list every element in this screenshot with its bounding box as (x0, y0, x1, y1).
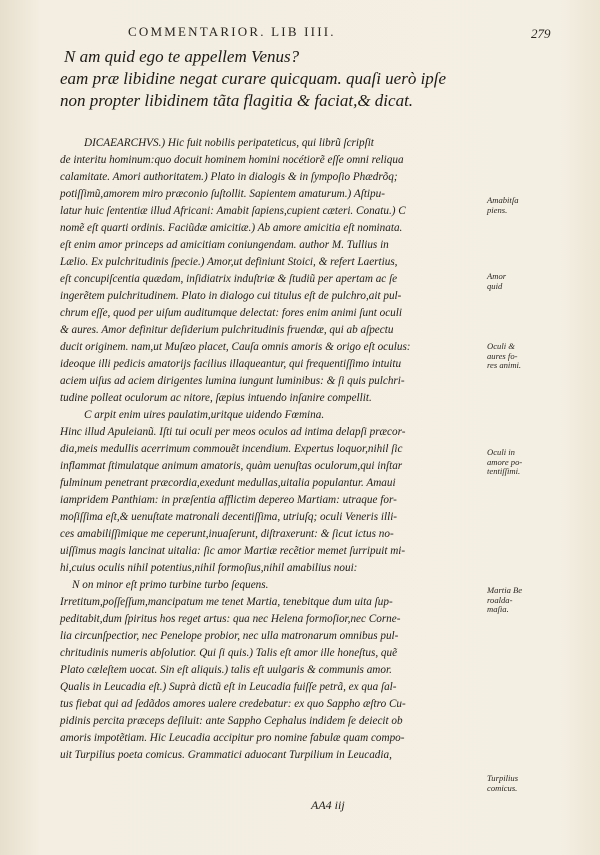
text-line: Plato cæleſtem uocat. Sin eſt aliquis.) talis eſt uulgaris & communis amor. (60, 664, 392, 676)
text-line: lia circunſpectior, nec Penelope probior, nec ulla matronarum omnibus pul- (60, 630, 399, 642)
verse-quote-line: C arpit enim uires paulatim,uritque uidendo Fœmina. (84, 409, 325, 421)
signature-mark: AA4 iij (311, 798, 345, 812)
text-line: uiſſimus magis lancinat uitalia: ſic amor Martiæ recẽtior memet ſurripuit mi- (60, 545, 406, 557)
text-line: Lælio. Ex pulchritudinis ſpecie.) Amor,ut definiunt Stoici, & refert Laertius, (60, 256, 398, 268)
margin-note: Turpilius comicus. (487, 773, 519, 793)
text-line: & aures. Amor definitur deſiderium pulchritudinis fruendæ, qui ab aſpectu (60, 324, 394, 336)
text-line: ducit originem. nam,ut Muſæo placet, Cauſa omnis amoris & origo eſt oculus: (60, 341, 411, 353)
text-line: chritudinis numeris abſolutior. Qui ſi quis.) Talis eſt amor ille honeſtus, quẽ (60, 647, 398, 659)
text-line: ideoque illi pedicis amatorijs facilius illaqueantur, qui frequentiſſimo intuitu (60, 358, 402, 370)
commentary-text (60, 135, 475, 764)
margin-note: Martia Be roalda- maſia. (487, 585, 523, 614)
text-line: de interitu hominum:quo docuit hominem homini nocétiorẽ eſſe omni reliqua (60, 154, 404, 166)
text-line: latur huic ſententiæ illud Africani: Amabit ſapiens,cupient cæteri. Conatu.) C (60, 205, 406, 217)
text-line: peditabit,dum ſpiritus hos reget artus: qua nec Helena formoſior,nec Corne- (60, 613, 401, 625)
text-line: ces amabiliſſimique me ceperunt,inuaſerunt, diſtraxerunt: & ſicut ictus no- (60, 528, 394, 540)
text-line: iampridem Panthiam: in præſentia afflictim depereo Martiam: utraque for- (60, 494, 397, 506)
lemma-line: eam præ libidine negat curare quicquam. quaſi uerò ipſe (60, 69, 447, 88)
text-line: Hinc illud Apuleianũ. Iſti tui oculi per meos oculos ad intima delapſi præcor- (60, 426, 406, 438)
text-line: ingerẽtem pulchritudinem. Plato in dialogo cui titulus eſt de pulchro,ait pul- (60, 290, 402, 302)
text-line: aciem uiſus ad aciem dirigentes lumina iungunt luminibus: & ſi quis pulchri- (60, 375, 405, 387)
page-number: 279 (531, 26, 551, 41)
text-line: moſiſſima eſt,& uenuſtate matronali decentiſſima, utriuſq; oculi Veneris illi- (60, 511, 398, 523)
margin-note: Oculi in amore po- tentiſſimi. (487, 447, 523, 476)
text-line: fulminum penetrant præcordia,exedunt medullas,uitalia populantur. Amaui (60, 477, 396, 489)
verse-quote-line: N on minor eſt primo turbine turbo ſequens. (72, 579, 269, 591)
text-line: hi,cuius oculis nihil potentius,nihil formoſius,nihil amabilius noui: (60, 562, 358, 574)
text-line: eſt concupiſcentia quædam, inſidiatrix induſtriæ & ſtudiũ per apertam ac ſe (60, 273, 398, 285)
text-line: tudine polleat oculorum ac nitore, ſæpius intuendo inſanire compellit. (60, 392, 372, 404)
text-line: DICAEARCHVS.) Hic fuit nobilis peripateticus, qui librũ ſcripſit (84, 137, 374, 149)
verse-lemma (60, 46, 480, 112)
text-line: uit Turpilius poeta comicus. Grammatici aduocant Turpilium in Leucadia, (60, 749, 392, 761)
text-line: nomẽ eſt quarti ordinis. Faciũdæ amicitiæ.) Ab amore amicitia eſt nominata. (60, 222, 403, 234)
running-title: COMMENTARIOR. LIB IIII. (128, 24, 336, 39)
text-line: Qualis in Leucadia eſt.) Suprà dictũ eſt in Leucadia fuiſſe petrã, ex qua ſal- (60, 681, 397, 693)
lemma-line: N am quid ego te appellem Venus? (64, 47, 300, 66)
text-line: dia,meis medullis acerrimum commouẽt incendium. Expertus loquor,nihil ſic (60, 443, 403, 455)
text-line: chrum eſſe, quod per uiſum auditumque delectat: fores enim animi ſunt oculi (60, 307, 402, 319)
text-line: potiſſimũ,amorem miro præconio ſuſtollit. Sapientem amaturum.) Aſtipu- (60, 188, 385, 200)
text-line: amoris impotẽtiam. Hic Leucadia accipitur pro nomine fabulæ quam compo- (60, 732, 405, 744)
text-line: Irretitum,poſſeſſum,mancipatum me tenet Martia, tenebitque dum uita ſup- (60, 596, 393, 608)
margin-note: Amor quid (487, 271, 507, 291)
text-line: tus fiebat qui ad ſedãdos amores ualere credebatur: ex quo Sappho æſtro Cu- (60, 698, 406, 710)
margin-note: Oculi & aures fo- res animi. (487, 341, 522, 370)
lemma-line: non propter libidinem tãta flagitia & faciat,& dicat. (60, 91, 414, 110)
text-line: inflammat ſtimulatque animum amatoris, quàm uenuſtas oculorum,qui inſtar (60, 460, 403, 472)
text-line: eſt enim amor princeps ad amicitiam coniungendam. author M. Tullius in (60, 239, 389, 251)
margin-note: Amabitſa piens. (487, 195, 519, 215)
text-line: calamitate. Amori authoritatem.) Plato in dialogis & in ſympoſio Phædrõq; (60, 171, 398, 183)
text-line: pidinis percita præceps deſiluit: ante Sappho Cephalus indidem ſe deiecit ob (60, 715, 403, 727)
